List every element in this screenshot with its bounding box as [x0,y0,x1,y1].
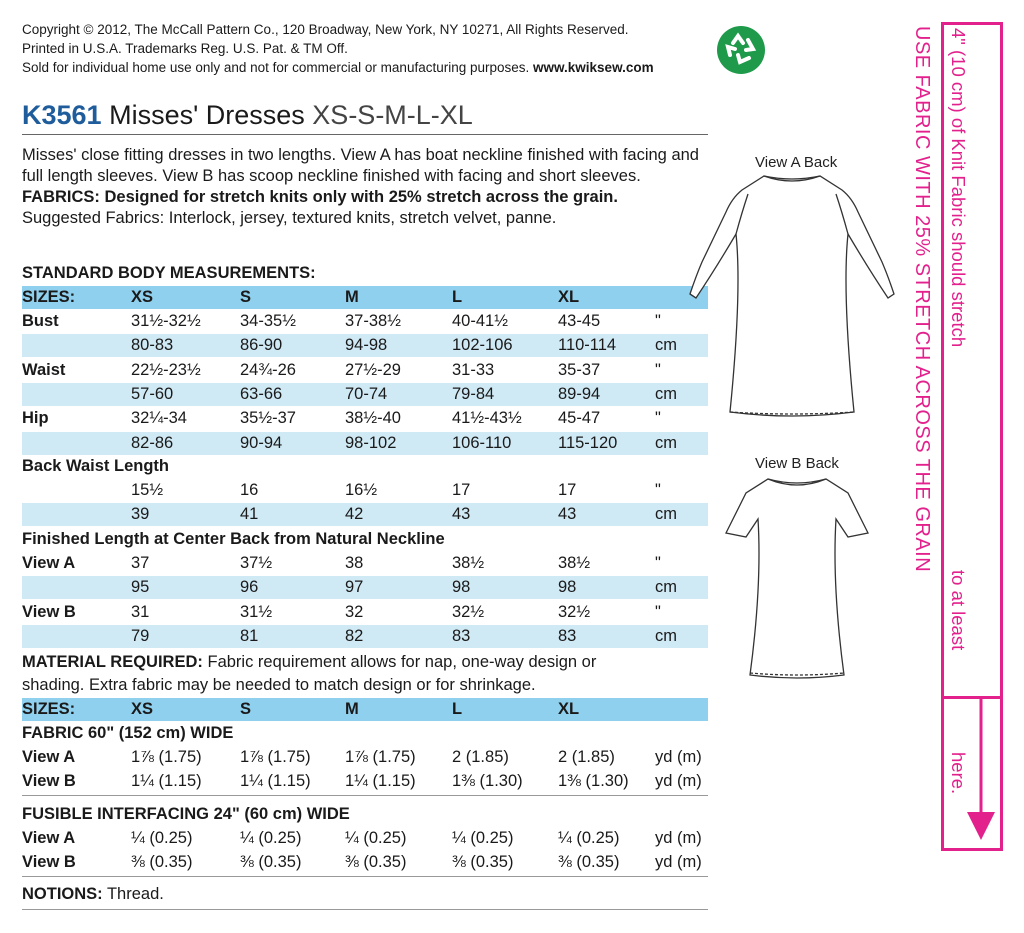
table-cell: 39 [131,505,150,524]
table-cell: 115-120 [558,433,618,452]
unit-cell: cm [655,626,677,645]
table-cell: 15½ [131,481,164,499]
table-cell: 27½-29 [345,360,401,379]
size-header-s: S [240,700,252,718]
copyright-block [22,20,654,77]
table-cell: 22½-23½ [131,360,201,379]
copyright-line-2: Printed in U.S.A. Trademarks Reg. U.S. Pat. & TM Off. [22,41,348,56]
table-cell: ¼ (0.25) [452,829,514,847]
sizes-label: SIZES: [22,700,76,718]
row-label: View A [22,748,76,766]
row-band [22,503,708,526]
sizes-header-band [22,286,708,309]
size-header-xs: XS [131,700,154,718]
unit-cell: yd (m) [655,829,702,847]
unit-cell: yd (m) [655,748,702,766]
divider-notions [22,876,708,877]
table-cell: ¼ (0.25) [131,829,193,847]
table-cell: 41 [240,505,259,524]
sizes-header-band [22,698,708,721]
table-cell: 110-114 [558,336,617,355]
table-cell: 86-90 [240,336,283,355]
size-header-xl: XL [558,288,580,306]
unit-cell: " [655,312,661,330]
pattern-name: Misses' Dresses [109,100,305,130]
table-cell: 42 [345,505,364,524]
fabrics-statement: FABRICS: Designed for stretch knits only with 25% stretch across the grain. [22,188,618,206]
table-cell: 31½-32½ [131,312,201,330]
unit-cell: " [655,554,661,572]
table-cell: 1¼ (1.15) [240,772,311,790]
unit-cell: " [655,481,661,499]
table-cell: 32 [345,602,364,621]
table-cell: 1⅞ (1.75) [345,748,416,766]
row-label: View B [22,602,76,621]
size-header-l: L [452,700,463,718]
stretch-gauge-text-2: to at least [948,570,969,651]
table-cell: 63-66 [240,384,283,403]
table-cell: ⅜ (0.35) [131,853,193,871]
stretch-gauge-text-3: here. [948,752,969,795]
table-cell: 1¼ (1.15) [131,772,202,790]
unit-cell: " [655,360,661,379]
table-cell: 97 [345,578,364,597]
table-cell: 32¼-34 [131,409,187,428]
notions-label: NOTIONS: [22,885,103,903]
table-cell: 31 [131,602,150,621]
table-cell: ⅜ (0.35) [345,853,407,871]
row-band [22,576,708,599]
table-cell: 41½-43½ [452,409,522,428]
notions-line [22,883,164,906]
fabric-width-heading: FABRIC 60" (152 cm) WIDE [22,724,234,742]
table-cell: 43 [452,505,471,524]
size-header-m: M [345,288,359,306]
unit-cell: cm [655,433,677,452]
size-header-xl: XL [558,700,580,718]
table-cell: 16½ [345,481,378,499]
row-band [22,625,708,648]
view-b-label: View B Back [755,455,839,472]
table-cell: 38½-40 [345,409,401,428]
row-label: Bust [22,312,59,330]
divider-interfacing [22,795,708,796]
table-cell: 82-86 [131,433,174,452]
table-cell: 106-110 [452,433,512,452]
fabric-stretch-instruction: USE FABRIC WITH 25% STRETCH ACROSS THE GRAIN [911,26,933,573]
unit-cell: " [655,602,661,621]
table-cell: 35½-37 [240,409,296,428]
material-heading: MATERIAL REQUIRED: [22,653,203,671]
table-cell: ⅜ (0.35) [452,853,514,871]
table-cell: 43-45 [558,312,601,330]
table-cell: 31½ [240,602,273,621]
table-cell: 38 [345,554,364,572]
website-url: www.kwiksew.com [533,60,654,75]
table-cell: 1⅞ (1.75) [131,748,202,766]
table-cell: ¼ (0.25) [558,829,620,847]
view-a-back-illustration [682,172,902,422]
description [22,145,712,229]
table-cell: 17 [558,481,577,499]
size-header-s: S [240,288,252,306]
measurements-heading: STANDARD BODY MEASUREMENTS: [22,264,316,282]
pattern-title [22,100,473,131]
table-cell: 37½ [240,554,273,572]
stretch-arrow-icon [943,696,1003,851]
interfacing-heading: FUSIBLE INTERFACING 24" (60 cm) WIDE [22,805,350,823]
table-cell: ⅜ (0.35) [558,853,620,871]
size-header-m: M [345,700,359,718]
table-cell: 37-38½ [345,312,401,330]
material-text-2: shading. Extra fabric may be needed to match design or for shrinkage. [22,676,536,694]
view-a-label: View A Back [755,154,838,171]
table-cell: 38½ [452,554,485,572]
table-cell: 90-94 [240,433,283,452]
table-cell: 32½ [558,602,591,621]
table-cell: 2 (1.85) [452,748,509,766]
table-cell: 102-106 [452,336,513,355]
table-cell: 98 [558,578,577,597]
table-cell: 96 [240,578,259,597]
suggested-fabrics: Suggested Fabrics: Interlock, jersey, textured knits, stretch velvet, panne. [22,209,557,227]
table-cell: 89-94 [558,384,601,403]
unit-cell: yd (m) [655,772,702,790]
unit-cell: " [655,409,661,428]
pattern-code: K3561 [22,100,102,130]
table-cell: 32½ [452,602,485,621]
unit-cell: cm [655,578,677,597]
table-cell: 40-41½ [452,312,508,330]
material-block [22,651,596,674]
table-cell: 34-35½ [240,312,296,330]
row-label: Waist [22,360,66,379]
finished-length-heading: Finished Length at Center Back from Natural Neckline [22,530,445,548]
table-cell: 1⅜ (1.30) [558,772,629,790]
row-label: View B [22,772,76,790]
table-cell: 83 [558,626,577,645]
table-cell: 79 [131,626,150,645]
table-cell: 81 [240,626,259,645]
table-cell: 24¾-26 [240,360,296,379]
table-cell: 83 [452,626,471,645]
unit-cell: yd (m) [655,853,702,871]
unit-cell: cm [655,505,677,524]
view-b-back-illustration [722,475,872,680]
table-cell: ¼ (0.25) [345,829,407,847]
table-cell: 57-60 [131,384,174,403]
notions-value: Thread. [106,885,164,903]
table-cell: 70-74 [345,384,388,403]
table-cell: 31-33 [452,360,495,379]
table-cell: 16 [240,481,259,499]
divider-bottom [22,909,708,910]
sizes-label: SIZES: [22,288,76,306]
table-cell: 80-83 [131,336,174,355]
table-cell: 1⅜ (1.30) [452,772,523,790]
title-divider [22,134,708,135]
table-cell: 82 [345,626,364,645]
row-label: View A [22,829,76,847]
table-cell: 38½ [558,554,591,572]
description-text: Misses' close fitting dresses in two lengths. View A has boat neckline finished with facing and full length sleeves. View B has scoop neckline finished with facing and short sleeves. [22,146,699,185]
table-cell: 45-47 [558,409,601,428]
table-cell: 1¼ (1.15) [345,772,416,790]
unit-cell: cm [655,336,677,355]
table-cell: 95 [131,578,150,597]
unit-cell: cm [655,384,677,403]
table-cell: 1⅞ (1.75) [240,748,311,766]
pattern-size-range: XS-S-M-L-XL [312,100,473,130]
table-cell: 2 (1.85) [558,748,615,766]
row-label: Hip [22,409,49,428]
stretch-gauge-text-1: 4" (10 cm) of Knit Fabric should stretch [948,28,969,348]
table-cell: 79-84 [452,384,495,403]
row-label: View A [22,554,76,572]
table-cell: 98 [452,578,471,597]
table-cell: 98-102 [345,433,397,452]
table-cell: 94-98 [345,336,388,355]
table-cell: 35-37 [558,360,601,379]
table-cell: 43 [558,505,577,524]
size-header-xs: XS [131,288,154,306]
back-waist-heading: Back Waist Length [22,457,169,475]
copyright-line-1: Copyright © 2012, The McCall Pattern Co., 120 Broadway, New York, NY 10271, All Rights Reserved. [22,22,629,37]
material-text-1: Fabric requirement allows for nap, one-way design or [207,653,597,671]
copyright-line-3: Sold for individual home use only and not for commercial or manufacturing purposes. www.kwiksew.com [22,60,654,75]
table-cell: ¼ (0.25) [240,829,302,847]
recycle-icon [716,25,766,75]
row-label: View B [22,853,76,871]
size-header-l: L [452,288,463,306]
table-cell: 37 [131,554,150,572]
table-cell: 17 [452,481,471,499]
table-cell: ⅜ (0.35) [240,853,302,871]
